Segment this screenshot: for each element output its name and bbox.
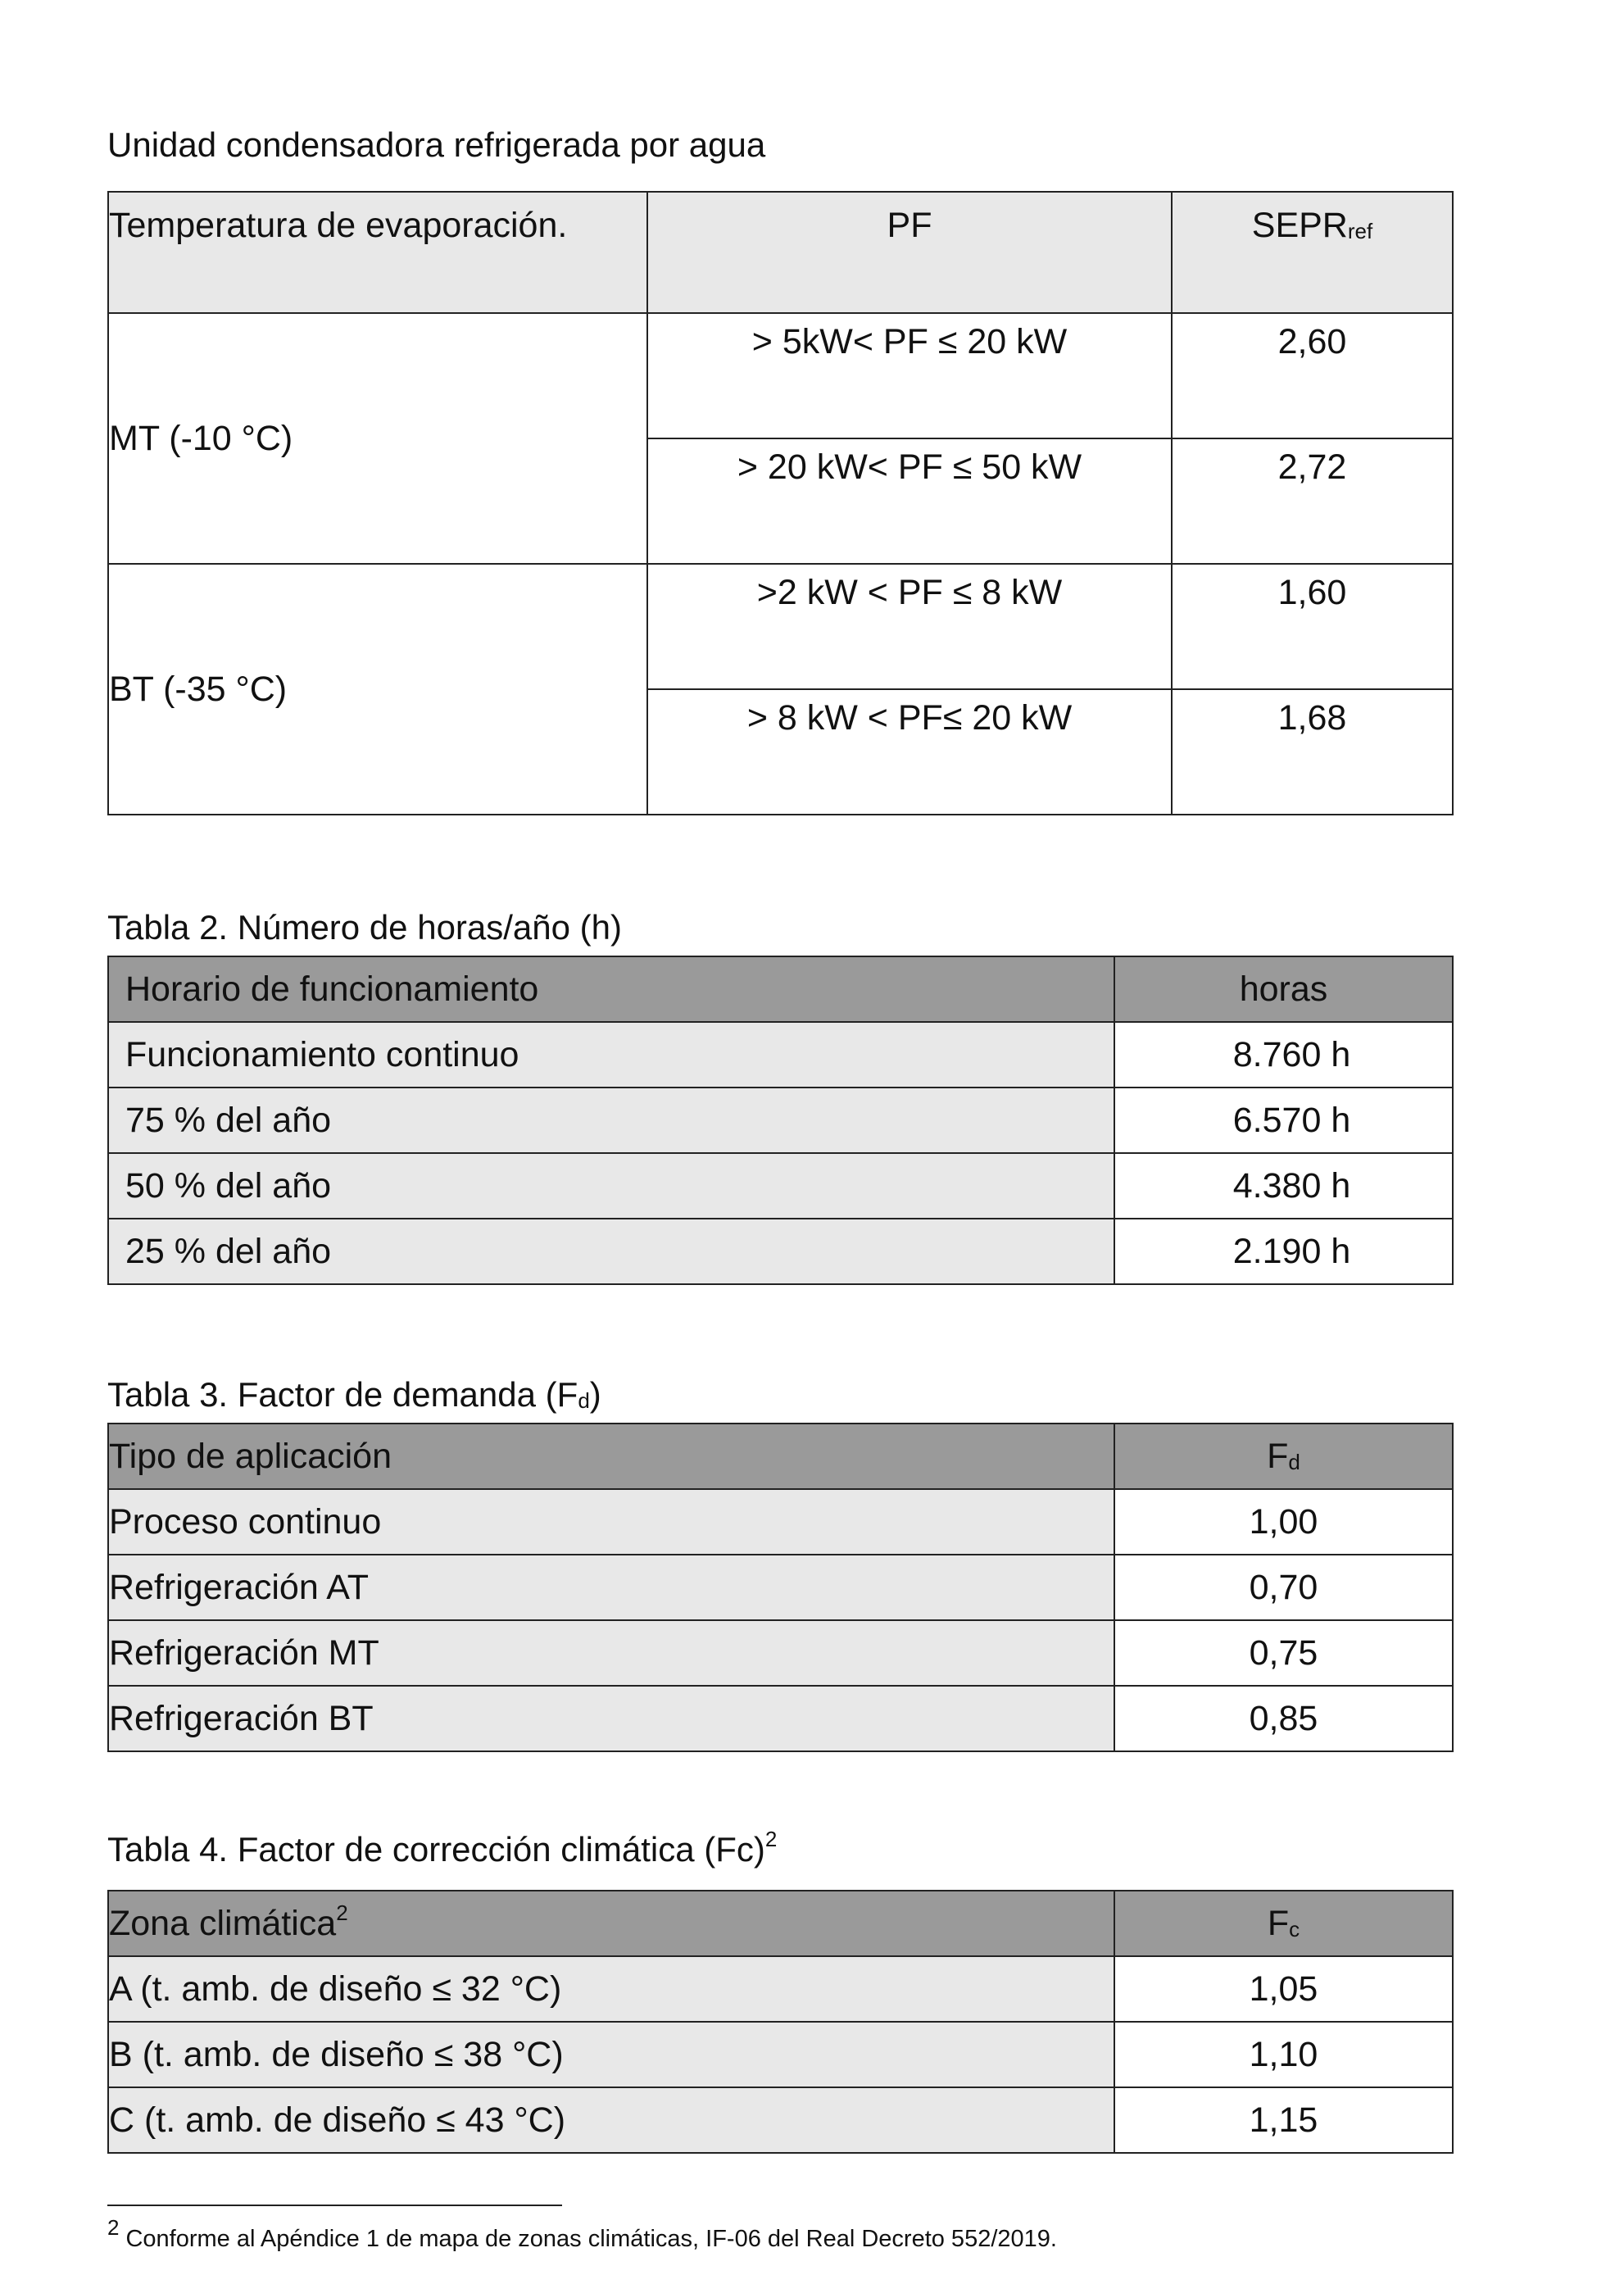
table3-label-cell: Refrigeración MT — [108, 1620, 1114, 1686]
table-row — [108, 1686, 1453, 1751]
table3-label-cell: Refrigeración BT — [108, 1686, 1114, 1751]
table1-header-sepr: SEPRref — [1172, 192, 1453, 313]
table-row — [108, 1555, 1453, 1620]
table-row — [108, 313, 1453, 438]
table-row — [108, 1956, 1453, 2022]
table4-header-zone: Zona climática$^2$ — [108, 1891, 1114, 1956]
table4-label-cell: C (t. amb. de diseño ≤ 43 °C) — [108, 2087, 1114, 2153]
table-row — [108, 564, 1453, 689]
table2-header-schedule: Horario de funcionamiento — [108, 956, 1114, 1022]
table4-header-fc: Fc — [1114, 1891, 1453, 1956]
table4 — [107, 1890, 1454, 2154]
table1-sepr-cell: 1,60 — [1172, 564, 1453, 689]
table3-value-cell: 1,00 — [1114, 1489, 1453, 1555]
table3-value-cell: 0,85 — [1114, 1686, 1453, 1751]
table4-header-row — [108, 1891, 1453, 1956]
table1-header-temperature: Temperatura de evaporación. — [108, 192, 647, 313]
footnote-ref: 2 — [336, 1900, 348, 1925]
table1-header-row — [108, 192, 1453, 313]
table2-label-cell: Funcionamiento continuo — [108, 1022, 1114, 1088]
footnote-ref: 2 — [764, 1827, 778, 1851]
table-row — [108, 1088, 1453, 1153]
table1-pf-cell: > 5kW< PF ≤ 20 kW — [647, 313, 1172, 438]
table2-label-cell: 50 % del año — [108, 1153, 1114, 1219]
table2 — [107, 956, 1454, 1285]
table3-header-row — [108, 1424, 1453, 1489]
table-row — [108, 1219, 1453, 1284]
footnote-number: 2 — [107, 2215, 120, 2240]
table1-group-label: BT (-35 °C) — [108, 564, 647, 815]
table1-caption: Unidad condensadora refrigerada por agua — [107, 125, 766, 164]
table2-value-cell: 8.760 h — [1114, 1022, 1453, 1088]
table1-sepr-cell: 1,68 — [1172, 689, 1453, 815]
footnote — [107, 2215, 1057, 2253]
table1-group-label: MT (-10 °C) — [108, 313, 647, 564]
table3 — [107, 1423, 1454, 1752]
table1-header-pf: PF — [647, 192, 1172, 313]
table3-value-cell: 0,70 — [1114, 1555, 1453, 1620]
table1-sepr-cell: 2,72 — [1172, 438, 1453, 564]
table1 — [107, 191, 1454, 815]
table3-header-application: Tipo de aplicación — [108, 1424, 1114, 1489]
table4-label-cell: A (t. amb. de diseño ≤ 32 °C) — [108, 1956, 1114, 2022]
table4-value-cell: 1,15 — [1114, 2087, 1453, 2153]
table4-caption: Tabla 4. Factor de corrección climática $(Fc)^2$ — [107, 1827, 778, 1869]
table3-value-cell: 0,75 — [1114, 1620, 1453, 1686]
table-row — [108, 1153, 1453, 1219]
table2-value-cell: 2.190 h — [1114, 1219, 1453, 1284]
table2-header-hours: horas — [1114, 956, 1453, 1022]
table1-pf-cell: > 20 kW< PF ≤ 50 kW — [647, 438, 1172, 564]
table1-pf-cell: >2 kW < PF ≤ 8 kW — [647, 564, 1172, 689]
table-row — [108, 1489, 1453, 1555]
table4-label-cell: B (t. amb. de diseño ≤ 38 °C) — [108, 2022, 1114, 2087]
table3-caption: Tabla 3. Factor de demanda (Fd) — [107, 1375, 601, 1414]
table3-header-fd: Fd — [1114, 1424, 1453, 1489]
table2-value-cell: 6.570 h — [1114, 1088, 1453, 1153]
table-row — [108, 1022, 1453, 1088]
table-row — [108, 1620, 1453, 1686]
footnote-text: Conforme al Apéndice 1 de mapa de zonas climáticas, IF-06 del Real Decreto 552/2019. — [125, 2226, 1057, 2252]
table4-value-cell: 1,05 — [1114, 1956, 1453, 2022]
table2-header-row — [108, 956, 1453, 1022]
table-row — [108, 2022, 1453, 2087]
table-row — [108, 2087, 1453, 2153]
table1-sepr-cell: 2,60 — [1172, 313, 1453, 438]
table2-value-cell: 4.380 h — [1114, 1153, 1453, 1219]
table3-label-cell: Proceso continuo — [108, 1489, 1114, 1555]
table4-value-cell: 1,10 — [1114, 2022, 1453, 2087]
table1-pf-cell: > 8 kW < PF≤ 20 kW — [647, 689, 1172, 815]
table2-label-cell: 75 % del año — [108, 1088, 1114, 1153]
table2-label-cell: 25 % del año — [108, 1219, 1114, 1284]
table2-caption: Tabla 2. Número de horas/año (h) — [107, 908, 623, 947]
table3-label-cell: Refrigeración AT — [108, 1555, 1114, 1620]
footnote-divider — [107, 2205, 562, 2206]
